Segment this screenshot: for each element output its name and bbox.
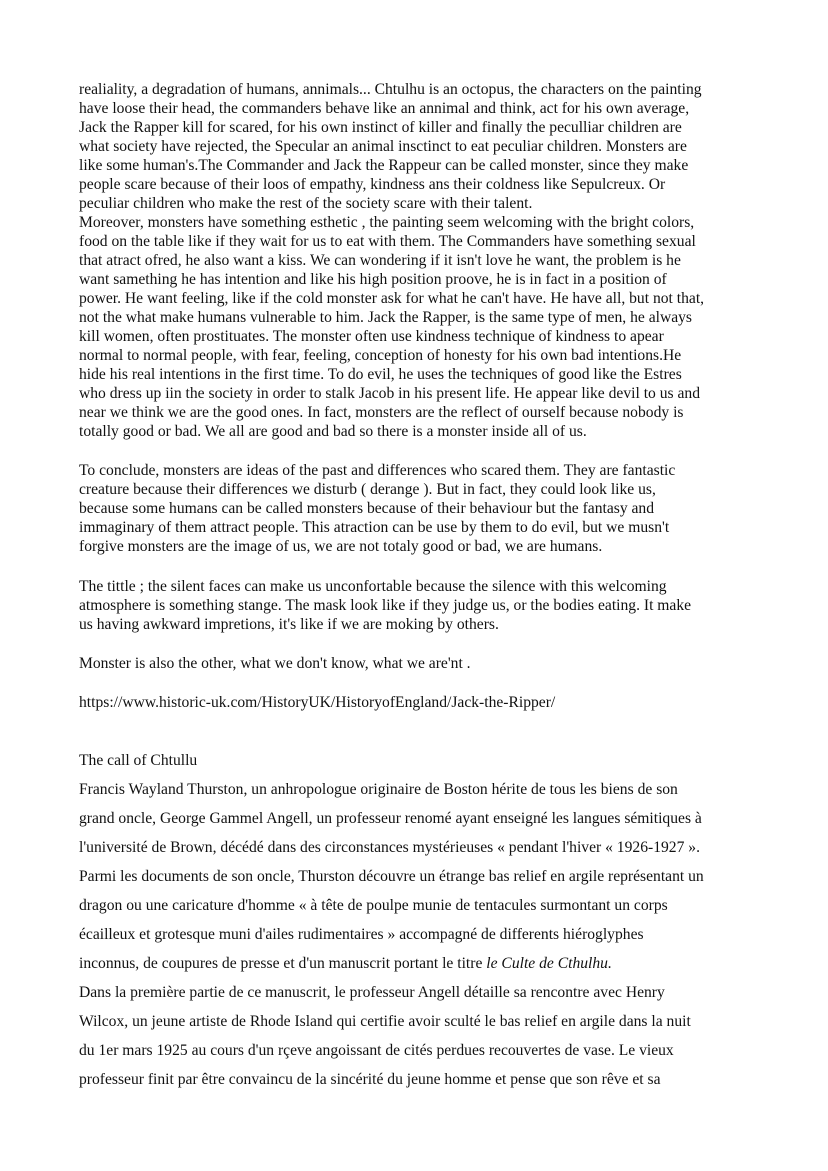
summary-line: dragon ou une caricature d'homme « à tête de poulpe munie de tentacules surmontant un corps (79, 897, 668, 914)
summary-line: grand oncle, George Gammel Angell, un professeur renomé ayant enseigné les langues sémitiques à (79, 810, 702, 827)
summary-line: l'université de Brown, décédé dans des circonstances mystérieuses « pendant l'hiver « 1926-1927 ». (79, 839, 700, 856)
summary-line: Dans la première partie de ce manuscrit, le professeur Angell détaille sa rencontre avec Henry (79, 984, 665, 1001)
essay-line: that atract ofred, he also want a kiss. We can wondering if it isn't love he want, the problem is he (79, 252, 681, 269)
essay-line: because some humans can be called monsters because of their behaviour but the fantasy and (79, 500, 655, 517)
essay-line: realiality, a degradation of humans, annimals... Chtulhu is an octopus, the characters on the painting (79, 81, 702, 98)
essay-line: The tittle ; the silent faces can make us unconfortable because the silence with this welcoming (79, 578, 667, 595)
essay-line: creature because their differences we disturb ( derange ). But in fact, they could look like us, (79, 481, 656, 498)
essay-line: Jack the Rapper kill for scared, for his own instinct of killer and finally the peculliar children are (79, 119, 682, 136)
essay-line: hide his real intentions in the first time. To do evil, he uses the techniques of good like the Estres (79, 366, 682, 383)
summary-heading: The call of Chtullu (79, 752, 198, 769)
source-link[interactable]: https://www.historic-uk.com/HistoryUK/HistoryofEngland/Jack-the-Ripper/ (79, 694, 556, 711)
essay-line: normal to normal people, with fear, feeling, conception of honesty for his own bad intentions.He (79, 347, 682, 364)
summary-line: Wilcox, un jeune artiste de Rhode Island qui certifie avoir sculté le bas relief en argile dans la nuit (79, 1013, 691, 1030)
essay-line: people scare because of their loos of empathy, kindness ans their coldness like Sepulcreux. Or (79, 176, 666, 193)
essay-line: not the what make humans vulnerable to him. Jack the Rapper, is the same type of men, he always (79, 309, 692, 326)
essay-line: forgive monsters are the image of us, we are not totaly good or bad, we are humans. (79, 538, 603, 555)
essay-line: power. He want feeling, like if the cold monster ask for what he can't have. He have all, but not that, (79, 290, 705, 307)
essay-line: want samething he has intention and like his high position proove, he is in fact in a position of (79, 271, 667, 288)
essay-line: Monster is also the other, what we don't know, what we are'nt . (79, 655, 471, 672)
essay-line: totally good or bad. We all are good and bad so there is a monster inside all of us. (79, 423, 587, 440)
essay-line: peculiar children who make the rest of the society scare with their talent. (79, 195, 533, 212)
essay-line: Moreover, monsters have something esthetic , the painting seem welcoming with the bright colors, (79, 214, 695, 231)
essay-line: To conclude, monsters are ideas of the past and differences who scared them. They are fantastic (79, 462, 676, 479)
summary-line: professeur finit par être convaincu de la sincérité du jeune homme et pense que son rêve et sa (79, 1071, 661, 1088)
manuscript-title: le Culte de Cthulhu. (486, 955, 612, 972)
summary-line: Francis Wayland Thurston, un anhropologue originaire de Boston hérite de tous les biens de son (79, 781, 678, 798)
essay-line: food on the table like if they wait for us to eat with them. The Commanders have something sexual (79, 233, 696, 250)
essay-line: us having awkward impretions, it's like if we are moking by others. (79, 616, 499, 633)
essay-line: near we think we are the good ones. In fact, monsters are the reflect of ourself because nobody is (79, 404, 684, 421)
source-link-line (79, 693, 555, 712)
summary-line-text: inconnus, de coupures de presse et d'un manuscrit portant le titre (79, 955, 487, 972)
summary-line: du 1er mars 1925 au cours d'un rçeve angoissant de cités perdues recouvertes de vase. Le vieux (79, 1042, 674, 1059)
summary-line (79, 954, 612, 973)
essay-line: immaginary of them attract people. This atraction can be use by them to do evil, but we musn't (79, 519, 670, 536)
essay-line: what society have rejected, the Specular an animal insctinct to eat peculiar children. Monsters are (79, 138, 687, 155)
essay-line: atmosphere is something stange. The mask look like if they judge us, or the bodies eating. It make (79, 597, 692, 614)
essay-line: have loose their head, the commanders behave like an annimal and think, act for his own average, (79, 100, 690, 117)
summary-line: écailleux et grotesque muni d'ailes rudimentaires » accompagné de differents hiéroglyphes (79, 926, 644, 943)
summary-line: Parmi les documents de son oncle, Thurston découvre un étrange bas relief en argile représentant un (79, 868, 704, 885)
essay-line: kill women, often prostituates. The monster often use kindness technique of kindness to apear (79, 328, 664, 345)
essay-line: who dress up iin the society in order to stalk Jacob in his present life. He appear like devil to us and (79, 385, 701, 402)
essay-line: like some human's.The Commander and Jack the Rappeur can be called monster, since they make (79, 157, 689, 174)
